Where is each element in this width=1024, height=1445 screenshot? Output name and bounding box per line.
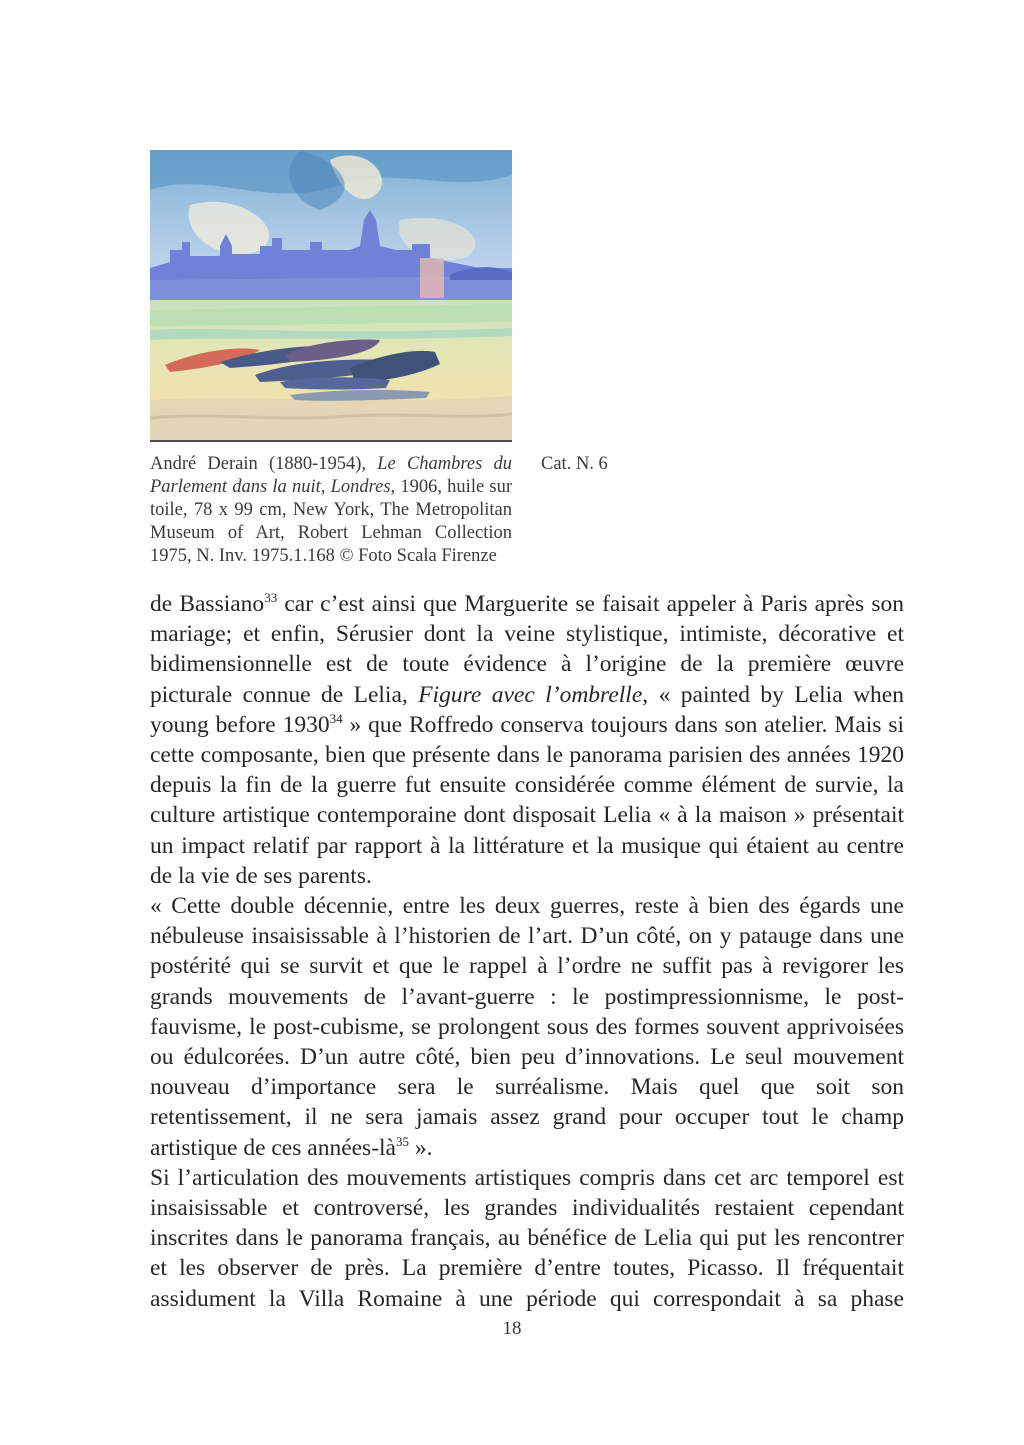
p1-text-b: car c’est ainsi que Marguerite se faisait appeler à Paris après son mariage; et enfin, Sérusier dont la veine stylistique, intimiste, décorative et bidimensionnelle est de toute évidence à l’origine de la première œuvre picturale connue de Lelia, <box>150 591 904 708</box>
p1-text-c: , « painted by Lelia when young before 1930 <box>150 681 904 738</box>
catalogue-number: Cat. N. 6 <box>541 454 608 474</box>
page-number: 18 <box>502 1318 522 1339</box>
paragraph-3: Si l’articulation des mouvements artistiques compris dans cet arc temporel est insaisissable et controversé, les grandes individualités restaient cependant inscrites dans le panorama français, au bénéfice de Lelia qui put les rencontrer et les observer de près. La première d’entre toutes, Picasso. Il fréquentait assidument la Villa Romaine à une période qui correspondait à sa phase <box>150 1164 904 1312</box>
caption-details: , 1906, huile sur toile, 78 x 99 cm, New York, The Metropolitan Museum of Art, Robert Lehman Collection 1975, N. Inv. 1975.1.168 © Foto Scala Firenze <box>150 477 512 566</box>
caption-artist: André Derain (1880-1954), <box>150 454 378 474</box>
p2-quote: « Cette double décennie, entre les deux guerres, reste à bien des égards une nébuleuse insaisissable à l’historien de l’art. D’un côté, on y patauge dans une postérité qui se survit et que le rappel à l’ordre ne suffit pas à revigorer les grands mouvements de l’avant-guerre : le postimpressionnisme, le post-fauvisme, le post-cubisme, se prolongent sous des formes souvent apprivoisées ou édulcorées. D’un autre côté, bien peu d’innovations. Le seul mouvement nouveau d’importance sera le surréalisme. Mais quel que soit son retentissement, il ne sera jamais assez grand pour occuper tout le champ artistique de ces années-là <box>150 893 904 1161</box>
body-text <box>150 589 904 1314</box>
footnote-ref-35: 35 <box>395 1133 409 1149</box>
footnote-ref-34: 34 <box>329 710 343 726</box>
paragraph-2 <box>150 891 904 1163</box>
footnote-ref-33: 33 <box>264 590 278 605</box>
p2-quote-end: ». <box>408 1134 433 1161</box>
p1-text-a: de Bassiano <box>150 591 265 617</box>
p1-text-d: » que Roffredo conserva toujours dans son atelier. Mais si cette composante, bien que présente dans le panorama parisien des années 1920 depuis la fin de la guerre fut ensuite considérée comme élément de survie, la culture artistique contemporaine dont disposait Lelia « à la maison » présentait un impact relatif par rapport à la littérature et la musique qui étaient au centre de la vie de ses parents. <box>150 711 905 889</box>
derain-painting <box>150 150 512 440</box>
painting-image <box>150 150 512 442</box>
paragraph-1 <box>150 589 904 891</box>
figure-caption <box>150 453 512 568</box>
caption-title: Le Chambres du Parlement dans la nuit, Londres <box>150 454 513 497</box>
artwork-title: Figure avec l’ombrelle <box>418 681 643 708</box>
